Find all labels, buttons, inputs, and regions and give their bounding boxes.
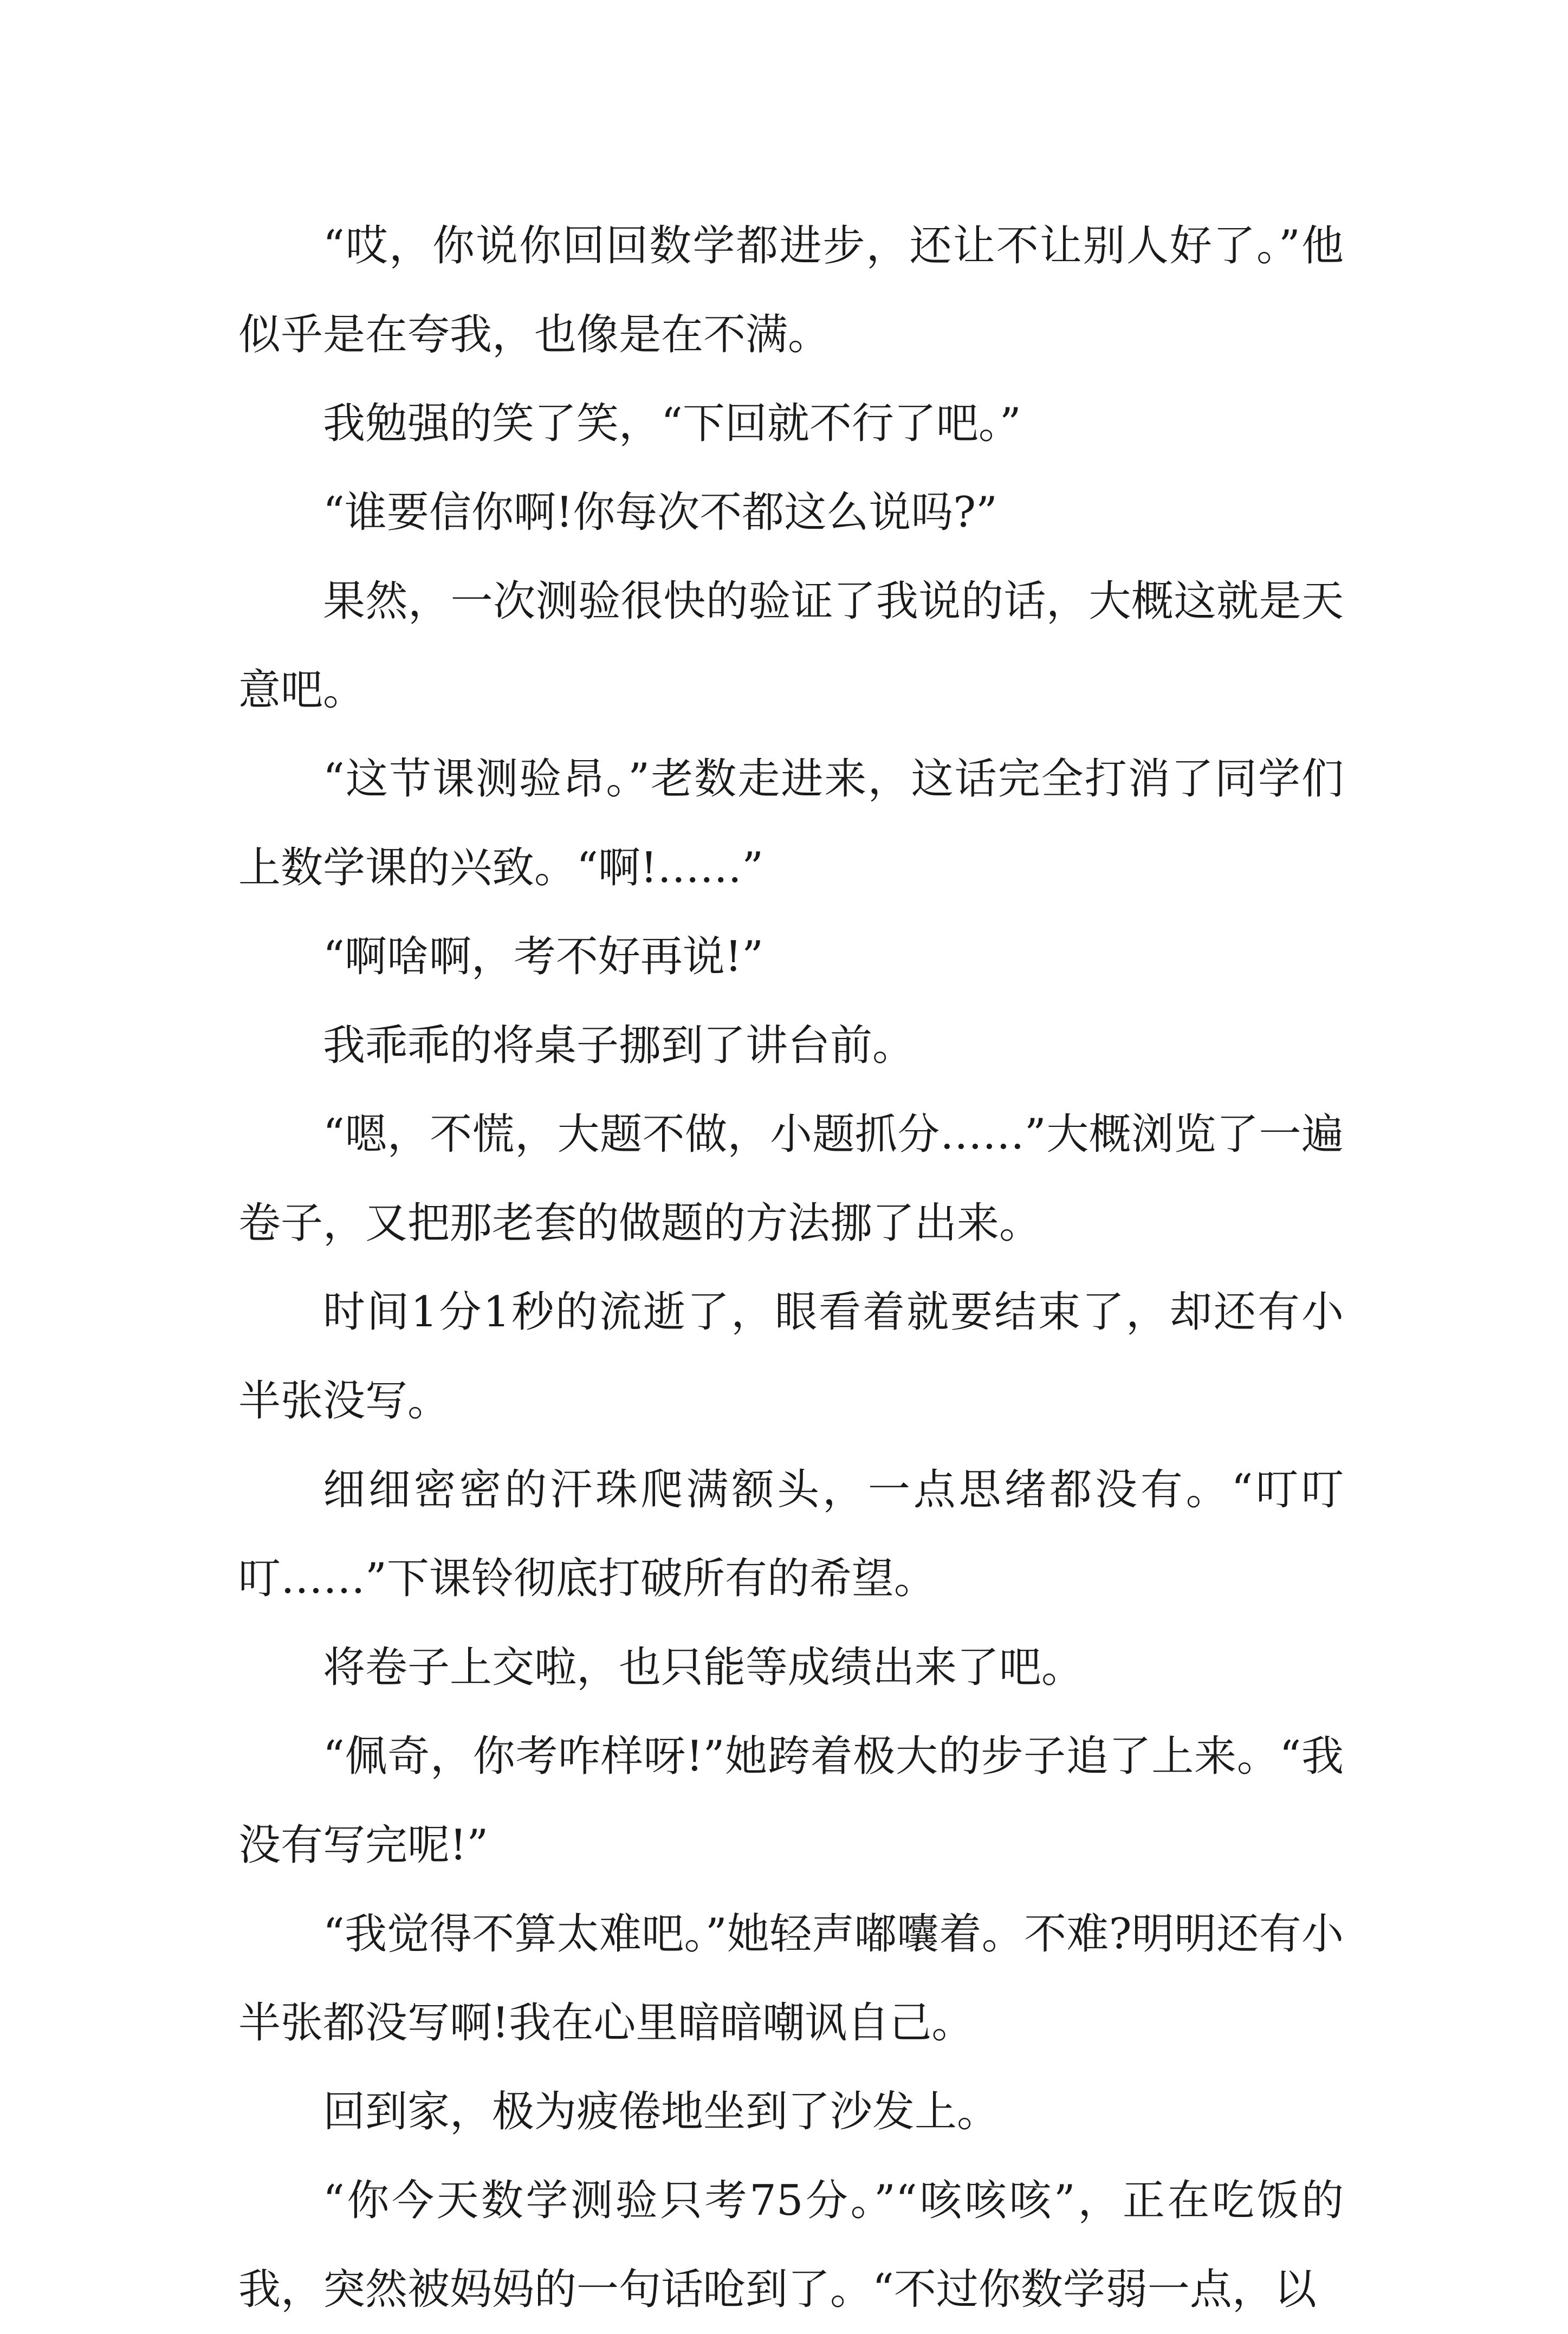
paragraph: “这节课测验昂。”老数走进来，这话完全打消了同学们上数学课的兴致。“啊!……” — [238, 755, 1344, 892]
paragraph: “佩奇，你考咋样呀!”她跨着极大的步子追了上来。“我没有写完呢!” — [238, 1732, 1344, 1870]
paragraph: “哎，你说你回回数学都进步，还让不让别人好了。”他似乎是在夸我，也像是在不满。 — [238, 222, 1344, 359]
paragraph: 细细密密的汗珠爬满额头，一点思绪都没有。“叮叮叮……”下课铃彻底打破所有的希望。 — [238, 1466, 1344, 1603]
paragraph: 我乖乖的将桌子挪到了讲台前。 — [323, 1021, 915, 1070]
paragraph: “我觉得不算太难吧。”她轻声嘟囔着。不难?明明还有小半张都没写啊!我在心里暗暗嘲讽自己。 — [238, 1910, 1344, 2047]
paragraph: 时间1分1秒的流逝了，眼看着就要结束了，却还有小半张没写。 — [238, 1288, 1344, 1425]
paragraph: 我勉强的笑了笑，“下回就不行了吧。” — [323, 399, 1021, 448]
paragraph: 回到家，极为疲倦地坐到了沙发上。 — [323, 2087, 1000, 2136]
paragraph: “你今天数学测验只考75分。”“咳咳咳”，正在吃饭的我，突然被妈妈的一句话呛到了。“不过你数学弱一点，以 — [238, 2176, 1344, 2314]
paragraph: 果然，一次测验很快的验证了我说的话，大概这就是天意吧。 — [238, 577, 1344, 715]
paragraph: “啊啥啊，考不好再说!” — [323, 932, 764, 981]
document-page — [238, 202, 1344, 2334]
paragraph: “嗯，不慌，大题不做，小题抓分……”大概浏览了一遍卷子，又把那老套的做题的方法挪了出来。 — [238, 1110, 1344, 1248]
paragraph: “谁要信你啊!你每次不都这么说吗?” — [323, 488, 997, 537]
paragraph: 将卷子上交啦，也只能等成绩出来了吧。 — [323, 1643, 1084, 1692]
